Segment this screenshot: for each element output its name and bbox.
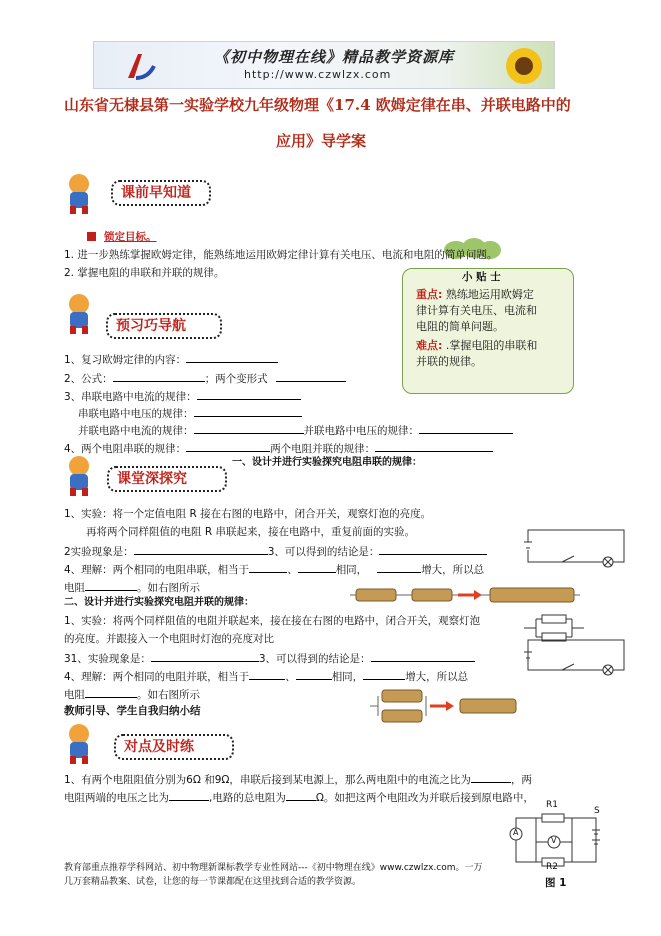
explore-p1: 1、实验：将两个同样阻值的电阻并联起来，接在接在右图的电路中，闭合开关，观察灯泡 — [64, 615, 481, 627]
sunflower-icon — [502, 44, 546, 88]
footer-line1: 教育部重点推荐学科网站、初中物理新课标教学专业性网站---《初中物理在线》www.czwlzx.com。一万 — [64, 863, 483, 873]
bullet-square-icon — [87, 232, 96, 241]
explore-e4-cont: 电阻 。如右图所示 — [64, 579, 200, 595]
explore-summary: 教师引导、学生自我归纳小结 — [64, 705, 201, 717]
explore-e4: 4、理解：两个相同的电阻串联，相当于 、 相同， 增大，所以总 — [64, 561, 484, 577]
section-badge-preclass: 课前早知道 — [111, 180, 211, 206]
banner-url: http://www.czwlzx.com — [244, 68, 392, 81]
series-resistors-diagram — [350, 586, 580, 604]
tips-hard-label: 难点: — [416, 339, 443, 352]
tips-hard-line1 — [416, 338, 537, 354]
explore-p4: 4、理解：两个相同的电阻并联，相当于 、 相同， 增大，所以总 — [64, 668, 468, 684]
tips-key-line1 — [416, 287, 534, 303]
header-banner — [93, 41, 555, 89]
explore-p4-cont: 电阻 。如右图所示 — [64, 686, 200, 702]
explore-p1b: 的亮度。并跟接入一个电阻时灯泡的亮度对比 — [64, 633, 274, 645]
explore-e2: 2实验现象是： 3、可以得到的结论是： — [64, 543, 487, 559]
fox-mascot-icon — [62, 292, 96, 334]
figure-s-label: S — [594, 806, 600, 816]
explore-exp2-title: 二、设计并进行实验探究电阻并联的规律： — [64, 597, 254, 608]
figure-r1-label: R1 — [546, 800, 558, 810]
explore-e1b: 再将两个同样阻值的电阻 R 串联起来，接在电路中，重复前面的实验。 — [86, 526, 415, 538]
preview-q2: 2、公式： ；两个变形式 — [64, 370, 346, 386]
section-badge-explore: 课堂深探究 — [107, 466, 227, 492]
tips-key-label: 重点: — [416, 288, 443, 301]
fox-mascot-icon — [62, 172, 96, 214]
footer-line2: 几万套精品教案、试卷，让您的每一节课都配在这里找到合适的教学资源。 — [64, 877, 362, 887]
doc-title-line1: 山东省无棣县第一实验学校九年级物理《17.4 欧姆定律在串、并联电路中的 — [64, 96, 571, 114]
series-circuit-diagram — [522, 522, 630, 570]
fox-mascot-icon — [62, 722, 96, 764]
preview-q1: 1、复习欧姆定律的内容： — [64, 351, 278, 367]
explore-e1: 1、实验：将一个定值电阻 R 接在右图的电路中，闭合开关，观察灯泡的亮度。 — [64, 508, 432, 520]
preview-q3c: 并联电路中电流的规律： 并联电路中电压的规律： — [78, 422, 513, 438]
practice-q1: 1、有两个电阻阻值分别为6Ω 和9Ω，串联后接到某电源上，那么两电阻中的电流之比为 ，两 — [64, 771, 532, 787]
section-badge-preview: 预习巧导航 — [106, 313, 222, 339]
explore-exp1-title: 一、设计并进行实验探究电阻串联的规律： — [232, 457, 422, 468]
doc-title-line2: 应用》导学案 — [276, 132, 367, 150]
banner-title: 《初中物理在线》精品教学资源库 — [214, 48, 455, 66]
tips-key-text1: 熟练地运用欧姆定 — [442, 288, 534, 301]
figure-v-label: V — [551, 836, 557, 845]
figure-a-label: A — [513, 828, 519, 837]
preview-q3b: 串联电路中电压的规律： — [78, 405, 302, 421]
figure-1-circuit — [506, 800, 606, 872]
explore-p3: 31、实验现象是： 3、可以得到的结论是： — [64, 650, 475, 666]
goal-item-2: 2. 掌握电阻的串联和并联的规律。 — [64, 267, 225, 279]
tips-key-line3: 电阻的简单问题。 — [416, 320, 504, 333]
section-badge-practice: 对点及时练 — [114, 734, 234, 760]
tips-hard-line2: 并联的规律。 — [416, 355, 482, 368]
tips-hard-text1: .掌握电阻的串联和 — [442, 339, 538, 352]
practice-q1-cont: 电阻两端的电压之比为 ,电路的总电阻为 Ω。如把这两个电阻改为并联后接到原电路中， — [64, 789, 534, 805]
figure-1-caption: 图 1 — [545, 877, 567, 889]
fox-mascot-icon — [62, 454, 96, 496]
figure-r2-label: R2 — [546, 862, 558, 872]
goal-item-1: 1. 进一步熟练掌握欧姆定律，能熟练地运用欧姆定律计算有关电压、电流和电阻的简单问题。 — [64, 249, 498, 261]
logo-icon — [124, 48, 158, 82]
preview-q3a: 3、串联电路中电流的规律： — [64, 388, 301, 404]
tips-key-line2: 律计算有关电压、电流和 — [416, 304, 537, 317]
preview-q4: 4、两个电阻串联的规律： 两个电阻并联的规律： — [64, 440, 493, 456]
parallel-resistors-diagram — [370, 686, 530, 726]
tips-title: 小 贴 士 — [462, 271, 501, 283]
parallel-lamp-circuit-diagram — [522, 636, 630, 676]
goals-heading: 锁定目标。 — [104, 231, 157, 243]
